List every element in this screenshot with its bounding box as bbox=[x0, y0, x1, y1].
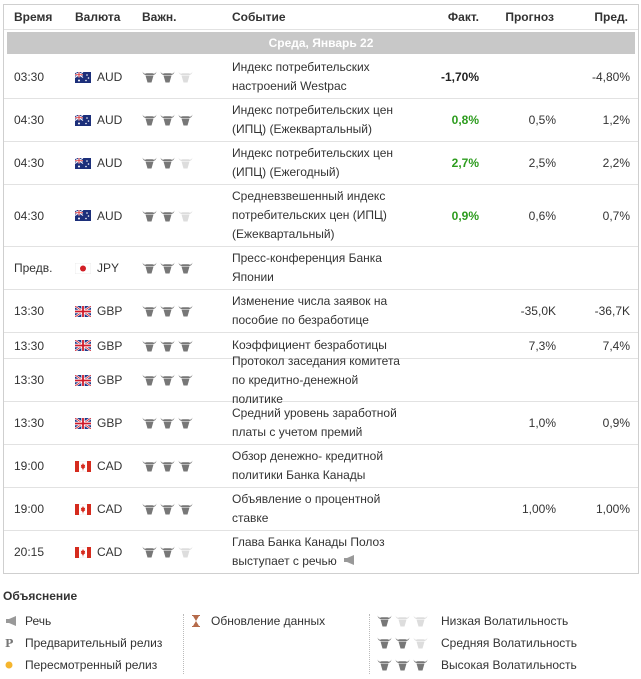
bull-icon bbox=[142, 417, 157, 429]
importance-bulls bbox=[142, 503, 193, 515]
header-actual[interactable]: Факт. bbox=[447, 10, 479, 24]
event-importance bbox=[133, 157, 223, 169]
importance-bulls bbox=[142, 262, 193, 274]
event-time: 04:30 bbox=[14, 208, 45, 223]
bull-icon-inactive bbox=[413, 615, 428, 627]
importance-bulls bbox=[142, 157, 193, 169]
legend-divider bbox=[369, 614, 370, 674]
bull-icon bbox=[142, 305, 157, 317]
legend-divider bbox=[183, 614, 184, 674]
bull-icon-inactive bbox=[413, 637, 428, 649]
event-currency bbox=[66, 545, 133, 559]
event-time: 19:00 bbox=[14, 502, 45, 516]
legend-speech-label: Речь bbox=[25, 614, 52, 628]
header-event[interactable]: Событие bbox=[232, 10, 286, 24]
event-currency bbox=[66, 304, 133, 318]
event-importance bbox=[133, 374, 223, 386]
bull-icon bbox=[160, 340, 175, 352]
importance-bulls bbox=[142, 417, 193, 429]
event-name[interactable] bbox=[223, 404, 406, 442]
flag-gb-icon bbox=[75, 418, 91, 429]
bull-icon bbox=[160, 157, 175, 169]
event-importance bbox=[133, 417, 223, 429]
event-forecast: 1,0% bbox=[528, 416, 556, 430]
event-row[interactable] bbox=[4, 445, 638, 488]
event-forecast: 0,5% bbox=[528, 113, 556, 127]
flag-au-icon bbox=[75, 210, 91, 221]
event-previous: -36,7K bbox=[594, 304, 630, 318]
legend-bulls-low bbox=[377, 615, 441, 627]
legend-update-label: Обновление данных bbox=[211, 614, 326, 628]
bull-icon bbox=[142, 340, 157, 352]
legend-update bbox=[191, 610, 371, 632]
event-previous: 7,4% bbox=[602, 338, 630, 353]
legend-bulls-medium bbox=[377, 637, 441, 649]
event-importance bbox=[133, 460, 223, 472]
currency-code: GBP bbox=[97, 416, 123, 430]
bull-icon bbox=[160, 305, 175, 317]
calendar-header bbox=[4, 5, 638, 30]
currency-code: AUD bbox=[97, 70, 123, 84]
event-name[interactable] bbox=[223, 352, 406, 409]
event-forecast: 2,5% bbox=[528, 156, 556, 170]
bull-icon bbox=[142, 262, 157, 274]
event-title[interactable]: Обзор денежно- кредитной политики Банка Канады bbox=[232, 449, 384, 482]
bull-icon bbox=[160, 460, 175, 472]
event-name[interactable] bbox=[223, 101, 406, 139]
bull-icon bbox=[160, 503, 175, 515]
event-title[interactable]: Протокол заседания комитета по кредитно-денежной политике bbox=[232, 353, 400, 406]
importance-bulls bbox=[142, 374, 193, 386]
event-name[interactable] bbox=[223, 144, 406, 182]
legend-preliminary-label: Предварительный релиз bbox=[25, 636, 163, 650]
currency-code: AUD bbox=[97, 208, 123, 223]
event-time: Предв. bbox=[14, 261, 53, 275]
importance-bulls bbox=[142, 305, 193, 317]
bull-icon bbox=[160, 114, 175, 126]
legend bbox=[3, 610, 639, 678]
event-title[interactable]: Индекс потребительских настроений Westpac bbox=[232, 60, 370, 93]
flag-au-icon bbox=[75, 115, 91, 126]
event-row[interactable] bbox=[4, 99, 638, 142]
event-previous: 2,2% bbox=[602, 156, 630, 170]
bull-icon bbox=[142, 460, 157, 472]
event-name[interactable] bbox=[223, 447, 406, 485]
event-importance bbox=[133, 71, 223, 83]
flag-au-icon bbox=[75, 158, 91, 169]
bull-icon bbox=[142, 546, 157, 558]
event-title[interactable]: Индекс потребительских цен (ИПЦ) (Ежеквартальный) bbox=[232, 103, 394, 136]
event-importance bbox=[133, 210, 223, 222]
event-previous: -4,80% bbox=[591, 70, 630, 84]
header-time[interactable]: Время bbox=[14, 10, 53, 24]
legend-high-label: Высокая Волатильность bbox=[441, 658, 577, 672]
legend-bulls-high bbox=[377, 659, 441, 671]
event-name[interactable] bbox=[223, 249, 406, 287]
header-previous[interactable]: Пред. bbox=[594, 10, 628, 24]
importance-bulls bbox=[142, 210, 193, 222]
bull-icon-inactive bbox=[178, 71, 193, 83]
megaphone-icon bbox=[343, 552, 357, 571]
event-title[interactable]: Индекс потребительских цен (ИПЦ) (Ежегодный) bbox=[232, 146, 394, 179]
event-time: 13:30 bbox=[14, 338, 45, 353]
bull-icon bbox=[142, 503, 157, 515]
bull-icon bbox=[160, 546, 175, 558]
event-currency bbox=[66, 502, 133, 516]
date-bar: Среда, Январь 22 bbox=[7, 32, 635, 54]
bull-icon bbox=[178, 503, 193, 515]
event-previous: 1,00% bbox=[595, 502, 630, 516]
importance-bulls bbox=[142, 460, 193, 472]
currency-code: GBP bbox=[97, 338, 123, 353]
event-actual: 0,8% bbox=[451, 113, 479, 127]
event-time: 13:30 bbox=[14, 416, 45, 430]
event-actual: -1,70% bbox=[440, 70, 479, 84]
event-row[interactable] bbox=[4, 142, 638, 185]
legend-speech bbox=[5, 610, 185, 632]
revised-dot-icon bbox=[5, 661, 25, 669]
flag-jp-icon bbox=[75, 263, 91, 274]
bull-icon bbox=[178, 262, 193, 274]
event-name[interactable] bbox=[223, 533, 406, 571]
event-time: 19:00 bbox=[14, 459, 45, 473]
currency-code: JPY bbox=[97, 261, 120, 275]
currency-code: GBP bbox=[97, 304, 123, 318]
event-importance bbox=[133, 340, 223, 352]
event-forecast: 1,00% bbox=[521, 502, 556, 516]
event-row[interactable] bbox=[4, 247, 638, 290]
currency-code: CAD bbox=[97, 459, 123, 473]
event-rows bbox=[4, 56, 638, 573]
event-currency bbox=[66, 209, 133, 223]
bull-icon bbox=[377, 637, 392, 649]
header-importance[interactable]: Важн. bbox=[142, 10, 177, 24]
event-title[interactable]: Средний уровень заработной платы с учетом премий bbox=[232, 406, 397, 439]
event-importance bbox=[133, 503, 223, 515]
event-currency bbox=[66, 416, 133, 430]
event-currency bbox=[66, 113, 133, 127]
event-row[interactable] bbox=[4, 290, 638, 333]
bull-icon bbox=[178, 460, 193, 472]
bull-icon bbox=[142, 71, 157, 83]
event-currency bbox=[66, 261, 133, 275]
legend-medium-label: Средняя Волатильность bbox=[441, 636, 578, 650]
event-name[interactable] bbox=[223, 490, 406, 528]
bull-icon bbox=[142, 374, 157, 386]
bull-icon bbox=[160, 374, 175, 386]
bull-icon bbox=[178, 114, 193, 126]
legend-title: Объяснение bbox=[3, 589, 78, 603]
event-row[interactable] bbox=[4, 402, 638, 445]
event-currency bbox=[66, 339, 133, 353]
event-forecast: -35,0K bbox=[520, 304, 556, 318]
flag-ca-icon bbox=[75, 504, 91, 515]
event-importance bbox=[133, 546, 223, 558]
event-forecast: 7,3% bbox=[528, 338, 556, 353]
event-time: 13:30 bbox=[14, 304, 45, 318]
preliminary-icon: P bbox=[5, 636, 14, 650]
legend-high bbox=[377, 654, 637, 676]
bull-icon bbox=[377, 615, 392, 627]
bull-icon bbox=[160, 71, 175, 83]
event-previous: 1,2% bbox=[602, 113, 630, 127]
bull-icon bbox=[178, 417, 193, 429]
event-actual: 0,9% bbox=[451, 208, 479, 223]
flag-ca-icon bbox=[75, 461, 91, 472]
event-currency bbox=[66, 156, 133, 170]
event-time: 13:30 bbox=[14, 373, 45, 387]
flag-gb-icon bbox=[75, 340, 91, 351]
flag-ca-icon bbox=[75, 547, 91, 558]
event-title[interactable]: Коэффициент безработицы bbox=[232, 338, 387, 352]
bull-icon bbox=[395, 637, 410, 649]
event-row[interactable] bbox=[4, 185, 638, 247]
event-currency bbox=[66, 373, 133, 387]
flag-au-icon bbox=[75, 72, 91, 83]
bull-icon bbox=[178, 340, 193, 352]
bull-icon-inactive bbox=[395, 615, 410, 627]
bull-icon bbox=[377, 659, 392, 671]
event-row[interactable] bbox=[4, 56, 638, 99]
event-time: 04:30 bbox=[14, 113, 45, 127]
bull-icon bbox=[413, 659, 428, 671]
event-previous: 0,9% bbox=[602, 416, 630, 430]
importance-bulls bbox=[142, 546, 193, 558]
bull-icon-inactive bbox=[178, 157, 193, 169]
currency-code: GBP bbox=[97, 373, 123, 387]
hourglass-icon bbox=[191, 615, 211, 627]
event-row[interactable] bbox=[4, 353, 638, 406]
event-importance bbox=[133, 305, 223, 317]
flag-gb-icon bbox=[75, 306, 91, 317]
event-forecast: 0,6% bbox=[528, 208, 556, 223]
event-importance bbox=[133, 262, 223, 274]
legend-low-label: Низкая Волатильность bbox=[441, 614, 569, 628]
event-previous: 0,7% bbox=[602, 208, 630, 223]
event-name[interactable] bbox=[223, 187, 406, 244]
event-time: 03:30 bbox=[14, 70, 45, 84]
event-importance bbox=[133, 114, 223, 126]
currency-code: AUD bbox=[97, 113, 123, 127]
event-title[interactable]: Объявление о процентной ставке bbox=[232, 492, 381, 525]
legend-low bbox=[377, 610, 637, 632]
event-actual: 2,7% bbox=[451, 156, 479, 170]
bull-icon bbox=[160, 417, 175, 429]
importance-bulls bbox=[142, 340, 193, 352]
legend-revised bbox=[5, 654, 185, 676]
event-row[interactable] bbox=[4, 488, 638, 531]
bull-icon bbox=[160, 262, 175, 274]
event-row[interactable] bbox=[4, 531, 638, 573]
event-currency bbox=[66, 70, 133, 84]
importance-bulls bbox=[142, 71, 193, 83]
legend-preliminary bbox=[5, 632, 185, 654]
bull-icon bbox=[142, 114, 157, 126]
legend-medium bbox=[377, 632, 637, 654]
legend-col-update bbox=[191, 610, 371, 632]
event-title[interactable]: Пресс-конференция Банка Японии bbox=[232, 251, 382, 284]
legend-col-volatility bbox=[377, 610, 637, 676]
header-currency[interactable]: Валюта bbox=[75, 10, 121, 24]
currency-code: CAD bbox=[97, 502, 123, 516]
event-time: 20:15 bbox=[14, 545, 45, 559]
bull-icon bbox=[395, 659, 410, 671]
bull-icon bbox=[160, 210, 175, 222]
importance-bulls bbox=[142, 114, 193, 126]
bull-icon bbox=[142, 157, 157, 169]
megaphone-icon bbox=[5, 616, 25, 626]
bull-icon-inactive bbox=[178, 210, 193, 222]
header-forecast[interactable]: Прогноз bbox=[505, 10, 554, 24]
bull-icon bbox=[178, 374, 193, 386]
event-time: 04:30 bbox=[14, 156, 45, 170]
event-title[interactable]: Глава Банка Канады Полоз выступает с речью bbox=[232, 534, 385, 568]
bull-icon bbox=[142, 210, 157, 222]
currency-code: AUD bbox=[97, 156, 123, 170]
event-name[interactable] bbox=[223, 292, 406, 330]
legend-col-release bbox=[5, 610, 185, 676]
bull-icon bbox=[178, 305, 193, 317]
bull-icon-inactive bbox=[178, 546, 193, 558]
legend-revised-label: Пересмотренный релиз bbox=[25, 658, 158, 672]
currency-code: CAD bbox=[97, 545, 123, 559]
event-name[interactable] bbox=[223, 58, 406, 96]
event-title[interactable]: Средневзвешенный индекс потребительских цен (ИПЦ) (Ежеквартальный) bbox=[232, 189, 387, 241]
economic-calendar bbox=[3, 4, 639, 574]
flag-gb-icon bbox=[75, 375, 91, 386]
event-title[interactable]: Изменение числа заявок на пособие по безработице bbox=[232, 294, 388, 327]
event-currency bbox=[66, 459, 133, 473]
